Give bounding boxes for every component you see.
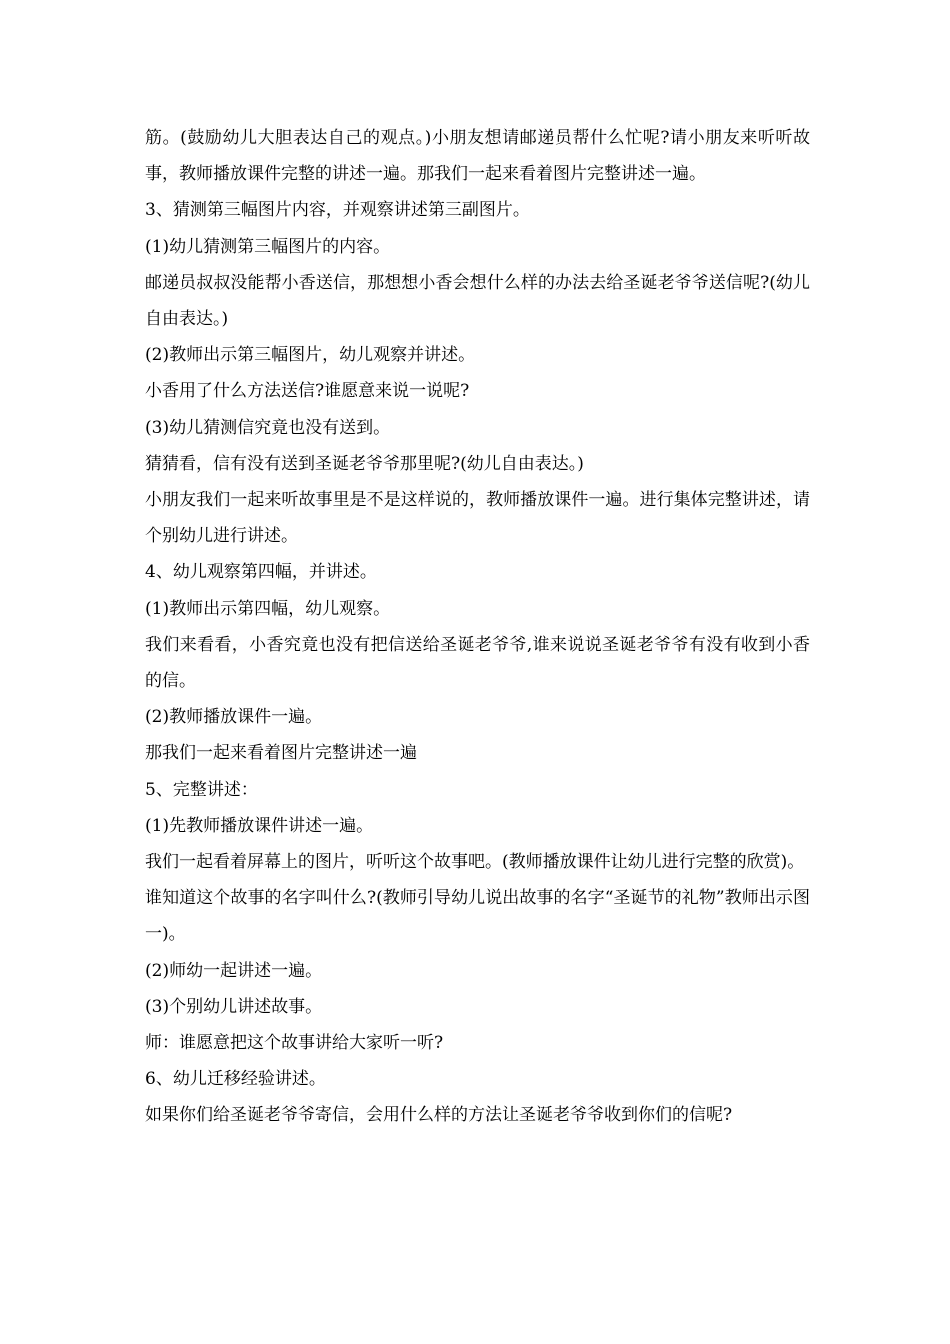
paragraph: 那我们一起来看着图片完整讲述一遍	[145, 743, 417, 764]
paragraph: 师：谁愿意把这个故事讲给大家听一听?	[145, 1033, 444, 1054]
section-heading: 6、幼儿迁移经验讲述。	[145, 1069, 326, 1090]
list-item: (3)幼儿猜测信究竟也没有送到。	[145, 417, 391, 438]
list-item: (1)幼儿猜测第三幅图片的内容。	[145, 236, 391, 257]
paragraph: 邮递员叔叔没能帮小香送信，那想想小香会想什么样的办法去给圣诞老爷爷送信呢?(幼儿自由表达。)	[145, 272, 810, 330]
paragraph: 如果你们给圣诞老爷爷寄信，会用什么样的方法让圣诞老爷爷收到你们的信呢?	[145, 1105, 733, 1126]
list-item: (1)先教师播放课件讲述一遍。	[145, 815, 374, 836]
paragraph: 我们一起看着屏幕上的图片，听听这个故事吧。(教师播放课件让幼儿进行完整的欣赏)。	[145, 852, 805, 873]
list-item: (3)个别幼儿讲述故事。	[145, 996, 323, 1017]
list-item: (2)师幼一起讲述一遍。	[145, 960, 323, 981]
section-heading: 4、幼儿观察第四幅，并讲述。	[145, 562, 377, 583]
list-item: (1)教师出示第四幅，幼儿观察。	[145, 598, 391, 619]
paragraph: 小朋友我们一起来听故事里是不是这样说的，教师播放课件一遍。进行集体完整讲述，请个别幼儿进行讲述。	[145, 490, 810, 547]
list-item: (2)教师出示第三幅图片，幼儿观察并讲述。	[145, 345, 476, 366]
paragraph: 筋。(鼓励幼儿大胆表达自己的观点。)小朋友想请邮递员帮什么忙呢?请小朋友来听听故事，教师播放课件完整的讲述一遍。那我们一起来看着图片完整讲述一遍。	[145, 128, 810, 185]
section-heading: 5、完整讲述：	[145, 779, 258, 800]
list-item: (2)教师播放课件一遍。	[145, 707, 323, 728]
paragraph: 猜猜看，信有没有送到圣诞老爷爷那里呢?(幼儿自由表达。)	[145, 453, 584, 474]
section-heading: 3、猜测第三幅图片内容，并观察讲述第三副图片。	[145, 200, 530, 221]
paragraph: 谁知道这个故事的名字叫什么?(教师引导幼儿说出故事的名字“圣诞节的礼物”教师出示图一)。	[145, 888, 810, 945]
document-page	[145, 120, 810, 1134]
paragraph: 我们来看看，小香究竟也没有把信送给圣诞老爷爷,谁来说说圣诞老爷爷有没有收到小香的信。	[145, 634, 810, 692]
paragraph: 小香用了什么方法送信?谁愿意来说一说呢?	[145, 381, 470, 402]
